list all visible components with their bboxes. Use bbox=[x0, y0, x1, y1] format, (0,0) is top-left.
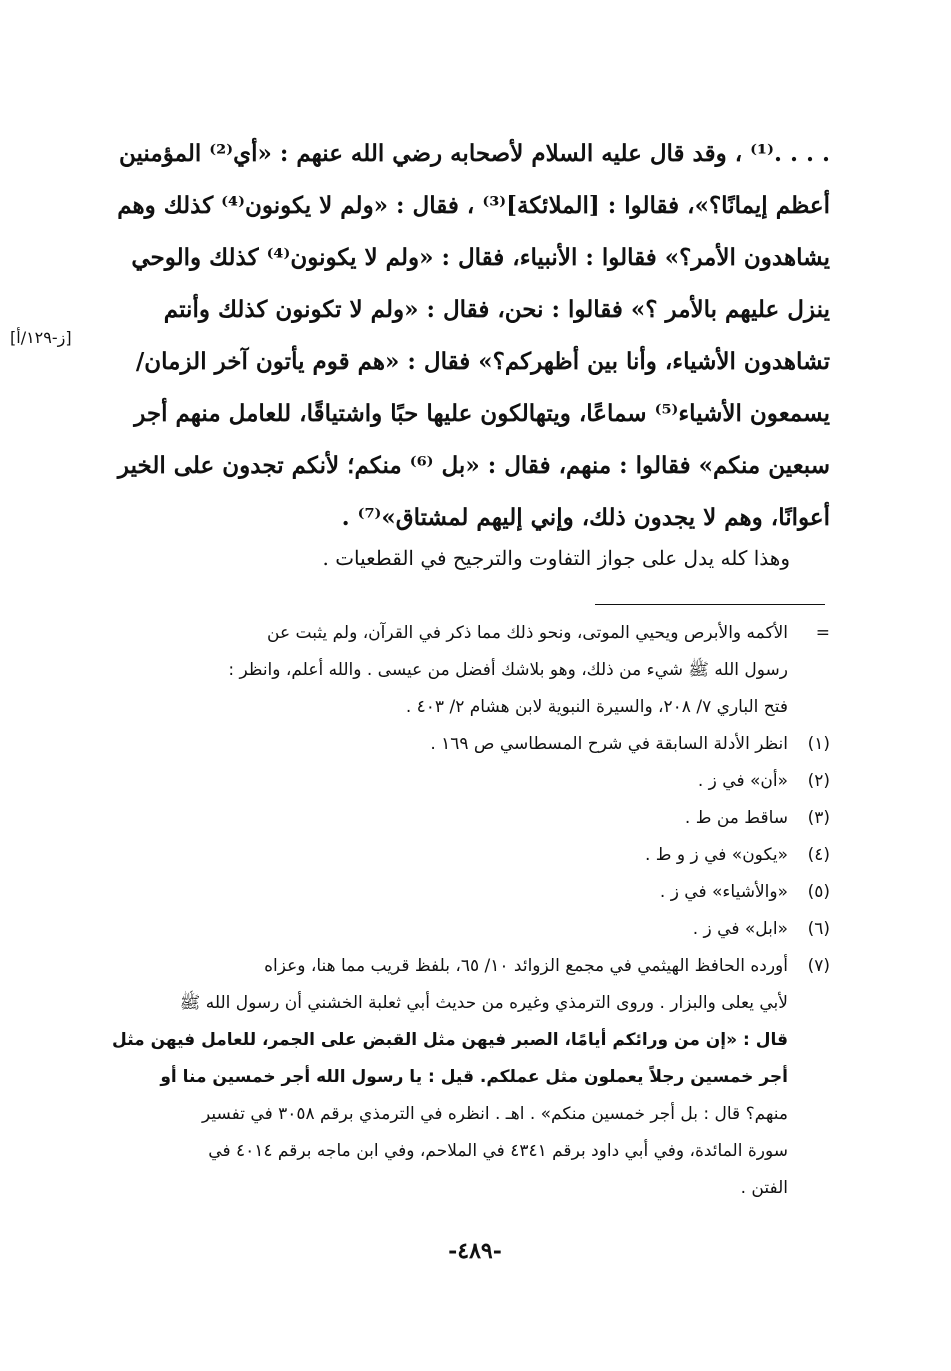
footnote-number: (١) bbox=[807, 734, 830, 754]
main-text-line: ينزل عليهم بالأمر ؟» فقالوا : نحن، فقال : «ولم لا تكونون كذلك وأنتم bbox=[163, 296, 830, 323]
footnote-body bbox=[110, 948, 788, 1207]
footnote-number: (٢) bbox=[807, 771, 830, 791]
footnote-line: رسول الله ﷺ شيء من ذلك، وهو بلاشك أفضل من عيسى . والله أعلم، وانظر : bbox=[228, 660, 788, 680]
footnote-number: (٦) bbox=[807, 919, 830, 939]
footnote-number: (٥) bbox=[807, 882, 830, 902]
footnote-7 bbox=[110, 948, 830, 1207]
footnote-2 bbox=[110, 763, 830, 800]
footnote-4 bbox=[110, 837, 830, 874]
footnote-hadith-line: أجر خمسين رجلاً يعملون مثل عملكم. قيل : يا رسول الله أجر خمسين منا أو bbox=[160, 1067, 788, 1087]
footnote-line: أورده الحافظ الهيثمي في مجمع الزوائد ١٠/ ٦٥، بلفظ قريب مما هنا، وعزاه bbox=[264, 956, 788, 976]
main-text-line: أعوانًا، وهم لا يجدون ذلك، وإني إليهم لمشتاق»⁽⁷⁾ . bbox=[341, 504, 830, 531]
main-text-line: تشاهدون الأشياء، وأنا بين أظهركم؟» فقال : «هم قوم يأتون آخر الزمان/ bbox=[135, 348, 830, 375]
footnote-hadith-line: قال : «إن من ورائكم أيامًا، الصبر فيهن مثل القبض على الجمر، للعامل فيهن مثل bbox=[112, 1030, 788, 1050]
footnote-line: الأكمه والأبرص ويحيي الموتى، ونحو ذلك مما ذكر في القرآن، ولم يثبت عن bbox=[267, 623, 788, 643]
closing-paragraph: وهذا كله يدل على جواز التفاوت والترجيح في القطعيات . bbox=[322, 546, 790, 570]
footnote-marker: = bbox=[815, 623, 830, 643]
footnote-body bbox=[110, 615, 788, 726]
footnote-line: فتح الباري ٧/ ٢٠٨، والسيرة النبوية لابن هشام ٢/ ٤٠٣ . bbox=[405, 697, 788, 717]
footnote-body bbox=[110, 874, 788, 911]
page-number: -٤٨٩- bbox=[448, 1238, 502, 1264]
footnote-5 bbox=[110, 874, 830, 911]
footnote-line: «يكون» في ز و ط . bbox=[644, 845, 788, 865]
footnote-separator bbox=[595, 604, 825, 605]
footnote-continuation bbox=[110, 615, 830, 726]
footnote-line: انظر الأدلة السابقة في شرح المسطاسي ص ١٦٩ . bbox=[430, 734, 788, 754]
footnote-line: سورة المائدة، وفي أبي داود برقم ٤٣٤١ في الملاحم، وفي ابن ماجه برقم ٤٠١٤ في bbox=[208, 1141, 788, 1161]
footnote-line: الفتن . bbox=[740, 1178, 788, 1198]
footnote-number: (٧) bbox=[807, 956, 830, 976]
main-text-line: أعظم إيمانًا؟»، فقالوا : [الملائكة]⁽³⁾ ، فقال : «ولم لا يكونون⁽⁴⁾ كذلك وهم bbox=[117, 192, 830, 219]
footnote-line: «أن» في ز . bbox=[697, 771, 788, 791]
main-text-line: . . . .⁽¹⁾ ، وقد قال عليه السلام لأصحابه رضي الله عنهم : «أي⁽²⁾ المؤمنين bbox=[118, 140, 830, 167]
manuscript-folio-note: [ز-١٢٩/أ] bbox=[10, 328, 72, 347]
main-text-line: يشاهدون الأمر؟» فقالوا : الأنبياء، فقال : «ولم لا يكونون⁽⁴⁾ كذلك والوحي bbox=[131, 244, 830, 271]
footnote-body bbox=[110, 800, 788, 837]
footnote-body bbox=[110, 726, 788, 763]
footnote-line: منهم؟ قال : بل أجر خمسين منكم» . اهـ . انظره في الترمذي برقم ٣٠٥٨ في تفسير bbox=[202, 1104, 788, 1124]
footnotes-block bbox=[110, 615, 830, 1207]
footnote-body bbox=[110, 837, 788, 874]
footnote-body bbox=[110, 763, 788, 800]
footnote-3 bbox=[110, 800, 830, 837]
footnote-1 bbox=[110, 726, 830, 763]
footnote-line: ساقط من ط . bbox=[684, 808, 788, 828]
footnote-line: لأبي يعلى والبزار . وروى الترمذي وغيره من حديث أبي ثعلبة الخشني أن رسول الله ﷺ bbox=[179, 993, 788, 1013]
footnote-body bbox=[110, 911, 788, 948]
footnote-line: «والأشياء» في ز . bbox=[659, 882, 788, 902]
main-text-line: يسمعون الأشياء⁽⁵⁾ سماعًا، ويتهالكون عليها حبًا واشتياقًا، للعامل منهم أجر bbox=[134, 400, 830, 427]
footnote-6 bbox=[110, 911, 830, 948]
footnote-number: (٤) bbox=[807, 845, 830, 865]
footnote-number: (٣) bbox=[807, 808, 830, 828]
main-text-block bbox=[110, 128, 830, 544]
footnote-line: «ابل» في ز . bbox=[692, 919, 788, 939]
main-text-line: سبعين منكم» فقالوا : منهم، فقال : «بل ⁽⁶⁾ منكم؛ لأنكم تجدون على الخير bbox=[117, 452, 830, 479]
